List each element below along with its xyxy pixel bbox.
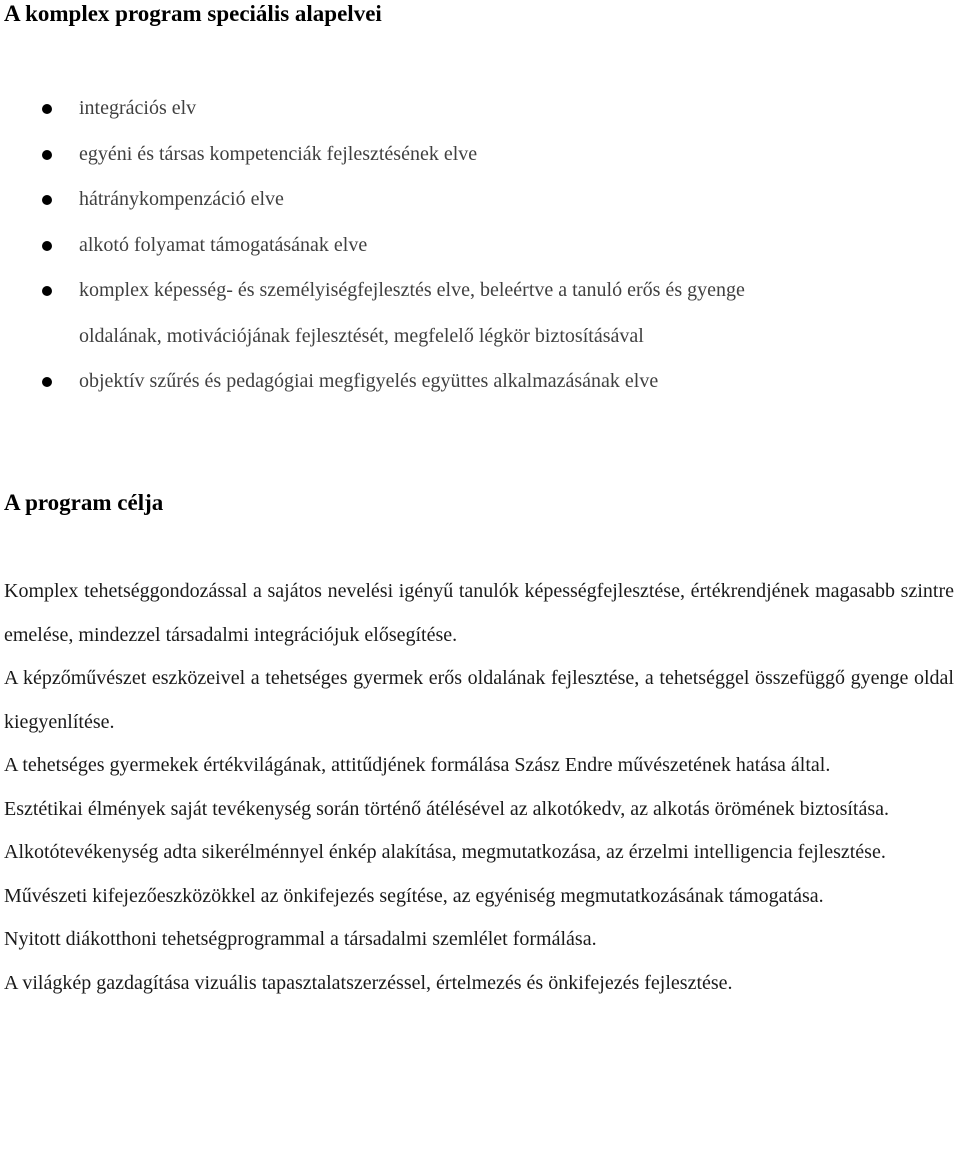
section-heading-goals: A program célja — [4, 490, 164, 515]
list-item-continuation — [0, 314, 960, 360]
list-item — [0, 223, 960, 269]
bullet-icon — [42, 377, 52, 387]
list-item-text: oldalának, motivációjának fejlesztését, megfelelő légkör biztosításával — [79, 324, 644, 347]
list-item — [0, 86, 960, 132]
list-item — [0, 268, 960, 314]
section-heading-principles: A komplex program speciális alapelvei — [4, 1, 382, 26]
list-item-text: egyéni és társas kompetenciák fejlesztésének elve — [79, 142, 478, 165]
list-item-text: komplex képesség- és személyiségfejlesztés elve, beleértve a tanuló erős és gyenge — [79, 279, 745, 301]
paragraph: A képzőművészet eszközeivel a tehetséges gyermek erős oldalának fejlesztése, a tehetséggel összefüggő gyenge oldal kiegyenlítése. — [4, 667, 954, 733]
list-item-text: objektív szűrés és pedagógiai megfigyelés együttes alkalmazásának elve — [79, 370, 659, 392]
bullet-icon — [42, 241, 52, 251]
list-item-text: hátránykompenzáció elve — [79, 188, 284, 210]
principles-list — [0, 86, 960, 405]
paragraph: A tehetséges gyermekek értékvilágának, attitűdjének formálása Szász Endre művészetének hatása által. — [4, 754, 831, 776]
bullet-icon — [42, 195, 52, 205]
list-item-text: integrációs elv — [79, 97, 197, 119]
paragraph: Nyitott diákotthoni tehetségprogrammal a társadalmi szemlélet formálása. — [4, 928, 597, 950]
paragraph: Művészeti kifejezőeszközökkel az önkifejezés segítése, az egyéniség megmutatkozásának támogatása. — [4, 884, 824, 907]
paragraph: Komplex tehetséggondozással a sajátos nevelési igényű tanulók képességfejlesztése, értékrendjének magasabb szintre emelése, mindezzel társadalmi integrációjuk elősegítése. — [4, 580, 954, 646]
list-item — [0, 177, 960, 223]
bullet-icon — [42, 150, 52, 160]
list-item — [0, 132, 960, 178]
paragraph: Alkotótevékenység adta sikerélménnyel énkép alakítása, megmutatkozása, az érzelmi intelligencia fejlesztése. — [4, 841, 886, 863]
goals-body — [4, 570, 954, 1005]
list-item-text: alkotó folyamat támogatásának elve — [79, 233, 368, 256]
bullet-icon — [42, 286, 52, 296]
paragraph: Esztétikai élmények saját tevékenység során történő átélésével az alkotókedv, az alkotás örömének biztosítása. — [4, 797, 890, 820]
paragraph: A világkép gazdagítása vizuális tapasztalatszerzéssel, értelmezés és önkifejezés fejlesztése. — [4, 971, 733, 994]
bullet-icon — [42, 104, 52, 114]
list-item — [0, 359, 960, 405]
